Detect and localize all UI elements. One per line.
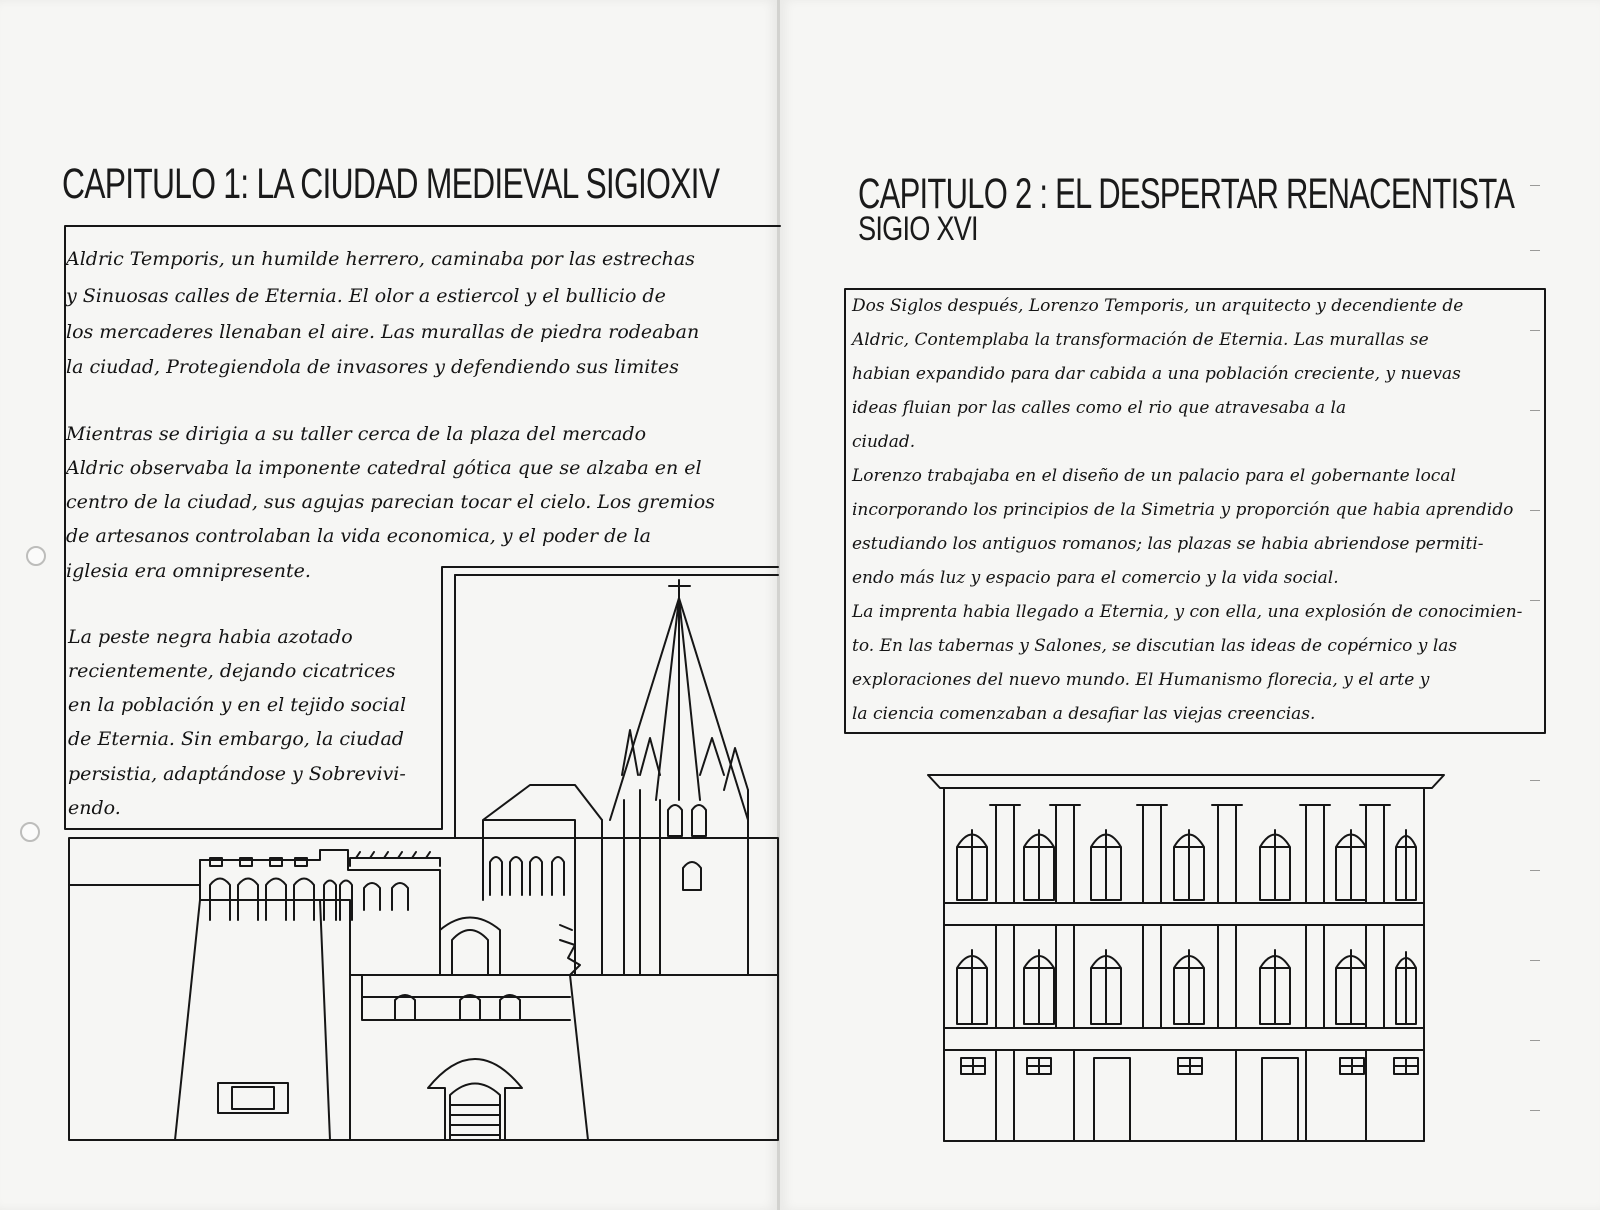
chapter1-line: de Eternia. Sin embargo, la ciudad	[68, 728, 404, 750]
chapter1-line: La peste negra habia azotado	[68, 626, 353, 648]
chapter1-line: los mercaderes llenaban el aire. Las murallas de piedra rodeaban	[66, 321, 700, 343]
chapter2-line: estudiando los antiguos romanos; las plazas se habia abriendose permiti-	[852, 534, 1484, 554]
chapter1-line: la ciudad, Protegiendola de invasores y defendiendo sus limites	[66, 356, 679, 378]
chapter1-line: recientemente, dejando cicatrices	[68, 660, 396, 682]
chapter1-line: endo.	[68, 797, 121, 819]
chapter2-line: Aldric, Contemplaba la transformación de Eternia. Las murallas se	[852, 330, 1429, 350]
chapter1-line: en la población y en el tejido social	[68, 694, 407, 716]
chapter2-line: ideas fluian por las calles como el rio que atravesaba a la	[852, 398, 1347, 418]
chapter2-line: Dos Siglos después, Lorenzo Temporis, un arquitecto y decendiente de	[852, 296, 1464, 316]
chapter2-line: habian expandido para dar cabida a una población creciente, y nuevas	[852, 364, 1461, 384]
chapter2-title: CAPITULO 2 : EL DESPERTAR RENACENTISTA	[858, 170, 1515, 218]
chapter2-line: la ciencia comenzaban a desafiar las viejas creencias.	[852, 704, 1316, 724]
chapter1-line: iglesia era omnipresente.	[66, 560, 311, 582]
chapter2-line: Lorenzo trabajaba en el diseño de un palacio para el gobernante local	[852, 466, 1456, 486]
chapter2-line: to. En las tabernas y Salones, se discutian las ideas de copérnico y las	[852, 636, 1458, 656]
renaissance-palace-drawing	[928, 775, 1444, 1141]
chapter1-line: persistia, adaptándose y Sobrevivi-	[68, 763, 406, 785]
chapter2-line: La imprenta habia llegado a Eternia, y con ella, una explosión de conocimien-	[852, 602, 1523, 622]
chapter1-line: de artesanos controlaban la vida economica, y el poder de la	[66, 525, 651, 547]
chapter1-line: Mientras se dirigia a su taller cerca de la plaza del mercado	[66, 423, 647, 445]
chapter2-line: endo más luz y espacio para el comercio y la vida social.	[852, 568, 1339, 588]
chapter1-line: centro de la ciudad, sus agujas parecian tocar el cielo. Los gremios	[66, 491, 715, 513]
chapter1-line: Aldric Temporis, un humilde herrero, caminaba por las estrechas	[66, 248, 695, 270]
chapter2-line: incorporando los principios de la Simetria y proporción que habia aprendido	[852, 500, 1514, 520]
chapter2-line: exploraciones del nuevo mundo. El Humanismo florecia, y el arte y	[852, 670, 1430, 690]
chapter1-line: Aldric observaba la imponente catedral gótica que se alzaba en el	[66, 457, 702, 479]
chapter2-line: ciudad.	[852, 432, 916, 452]
chapter1-title: CAPITULO 1: LA CIUDAD MEDIEVAL SIGIOXIV	[62, 160, 720, 208]
chapter2-subtitle: SIGIO XVI	[858, 210, 978, 248]
chapter1-line: y Sinuosas calles de Eternia. El olor a estiercol y el bullicio de	[66, 285, 666, 307]
